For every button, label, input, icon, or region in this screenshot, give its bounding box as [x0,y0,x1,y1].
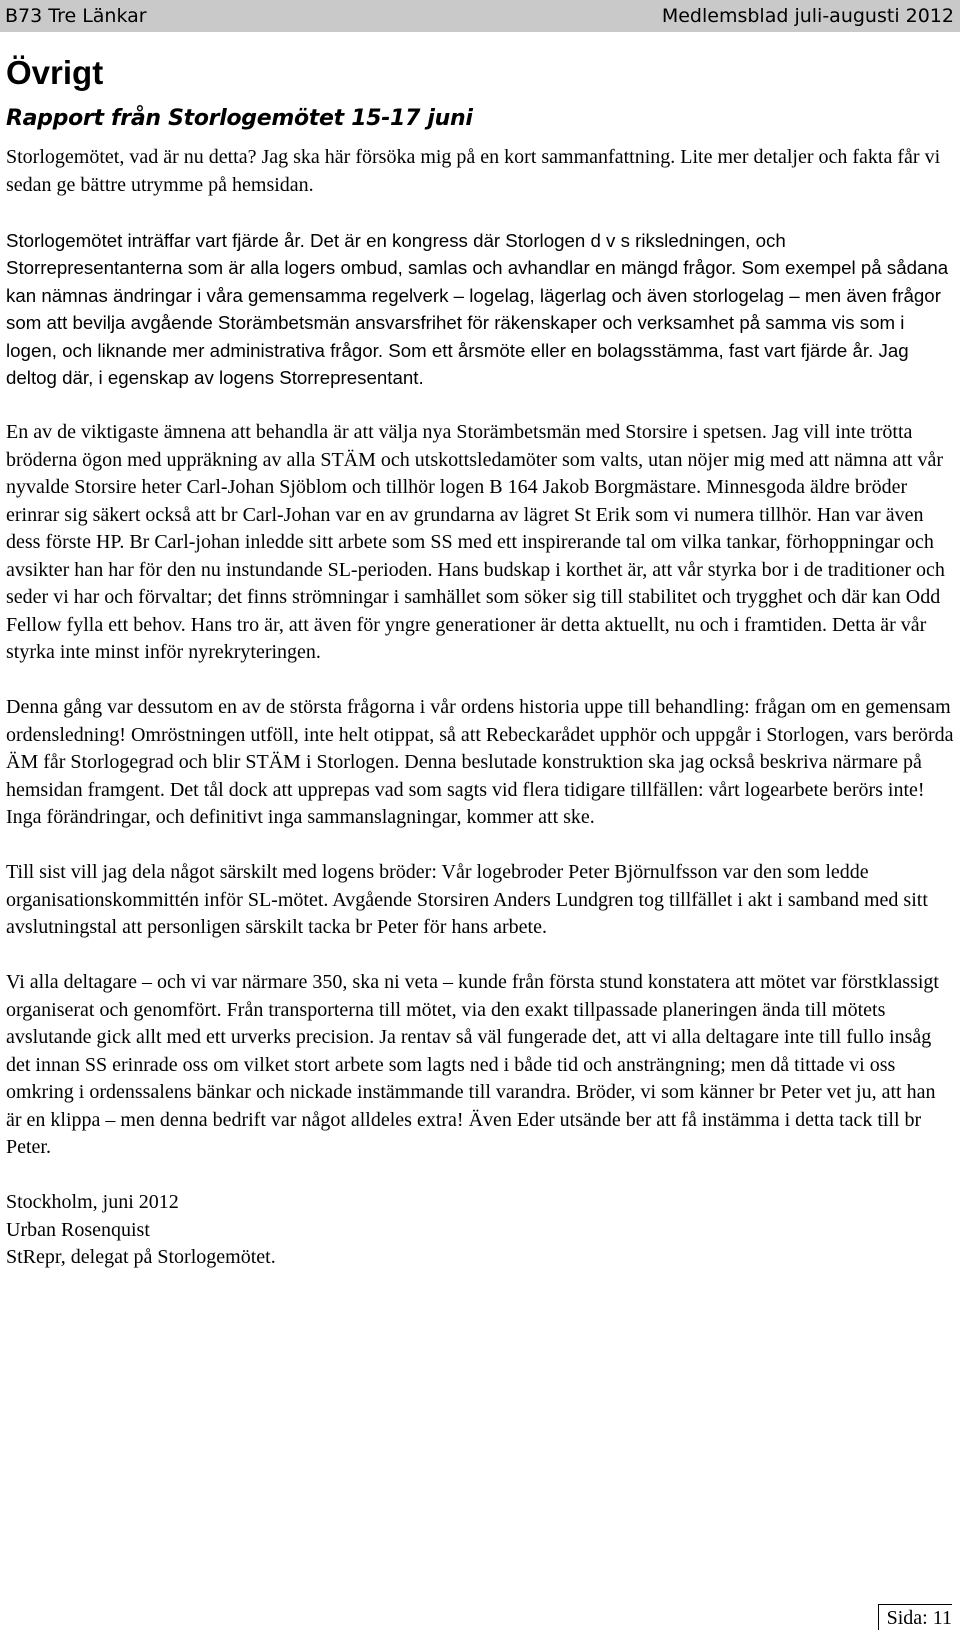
signature-name: Urban Rosenquist [6,1218,150,1241]
signature-place-date: Stockholm, juni 2012 [6,1191,179,1213]
paragraph-storambetsman: En av de viktigaste ämnena att behandla är att välja nya Storämbetsmän med Storsire i spetsen. Jag vill inte trötta bröderna ögon med uppräkning av alla STÄM och utskottsledamöter som valts, utan nöjer mig med att nämna att vår nyvalde Storsire heter Carl-Johan Sjöblom och tillhör logen B 164 Jakob Borgmästare. Minnesgoda äldre bröder erinrar sig säkert också att br Carl-Johan var en av grundarna av lägret St Erik som vi numera tillhör. Han var även dess förste HP. Br Carl-johan inledde sitt arbete som SS med ett inspirerande tal om vilka tankar, förhoppningar och avsikter han har för den nu instundande SL-perioden. Hans budskap i korthet är, att vår styrka bor i de traditioner och seder vi har och förvaltar; det finns strömningar i samhället som söker sig till stabilitet och trygghet och där kan Odd Fellow fylla ett behov. Hans tro är, att även för yngre generationer är detta aktuellt, nu och i framtiden. Detta är vår styrka inte minst inför nyrekryteringen. [6,421,945,663]
header-newsletter-name: B73 Tre Länkar [5,5,147,27]
paragraph-tack: Till sist vill jag dela något särskilt med logens bröder: Vår logebroder Peter Björnulfsson var den som ledde organisationskommittén inför SL-mötet. Avgående Storsiren Anders Lundgren tog tillfället i akt i samband med sitt avslutningstal att personligen särskilt tacka br Peter för hans arbete. [6,861,928,938]
paragraph-storlogemotet: Storlogemötet inträffar vart fjärde år. Det är en kongress där Storlogen d v s riksledningen, och Storrepresentanterna som är alla logers ombud, samlas och avhandlar en mängd frågor. Som exempel på sådana kan nämnas ändringar i våra gemensamma regelverk – logelag, lägerlag och även storlogelag – men även frågor som att bevilja avgående Storämbetsmän ansvarsfrihet för räkenskaper och verksamhet på samma vis som i logen, och liknande mer administrativa frågor. Som ett årsmöte eller en bolagsstämma, fast vart fjärde år. Jag deltog där, i egenskap av logens Storrepresentant. [6,229,949,388]
paragraph-ordensledning: Denna gång var dessutom en av de största frågorna i vår ordens historia uppe till behandling: frågan om en gemensam ordensledning! Omröstningen utföll, inte helt otippat, så att Rebeckarådet upphör och uppgår i Storlogen, vars berörda ÄM får Storlogegrad och blir STÄM i Storlogen. Denna beslutade konstruktion ska jag också beskriva närmare på hemsidan framgent. Det tål dock att upprepas vad som sagts vid flera tidigare tillfällen: vårt logearbete berörs inte! Inga förändringar, och definitivt inga sammanslagningar, kommer att ske. [6,696,954,828]
article-body [6,144,956,1272]
article-title: Rapport från Storlogemötet 15-17 juni [6,106,473,131]
signature-role: StRepr, delegat på Storlogemötet. [6,1246,276,1268]
paragraph-deltagare: Vi alla deltagare – och vi var närmare 350, ska ni veta – kunde från första stund konstatera att mötet var förstklassigt organiserat och genomfört. Från transporterna till mötet, via den exakt tillpassade planeringen ända till mötets avslutande gick allt med ett urverks precision. Ja rentav så väl fungerade det, att vi alla deltagare inte till fullo insåg det innan SS erinrade oss om vilket stort arbete som lagts ned i både tid och ansträngning; men då tittade vi oss omkring i ordenssalens bänkar och nickade instämmande till varandra. Bröder, vi som känner br Peter vet ju, att han är en klippa – men denna bedrift var något alldeles extra! Även Eder utsände ber att få instämma i detta tack till br Peter. [6,971,939,1158]
section-title: Övrigt [6,54,104,91]
page-header [0,0,960,32]
paragraph-intro: Storlogemötet, vad är nu detta? Jag ska här försöka mig på en kort sammanfattning. Lite mer detaljer och fakta får vi sedan ge bättre utrymme på hemsidan. [6,146,941,196]
page-number: Sida: 11 [878,1604,952,1630]
signature [6,1189,956,1272]
header-issue: Medlemsblad juli-augusti 2012 [661,5,954,27]
